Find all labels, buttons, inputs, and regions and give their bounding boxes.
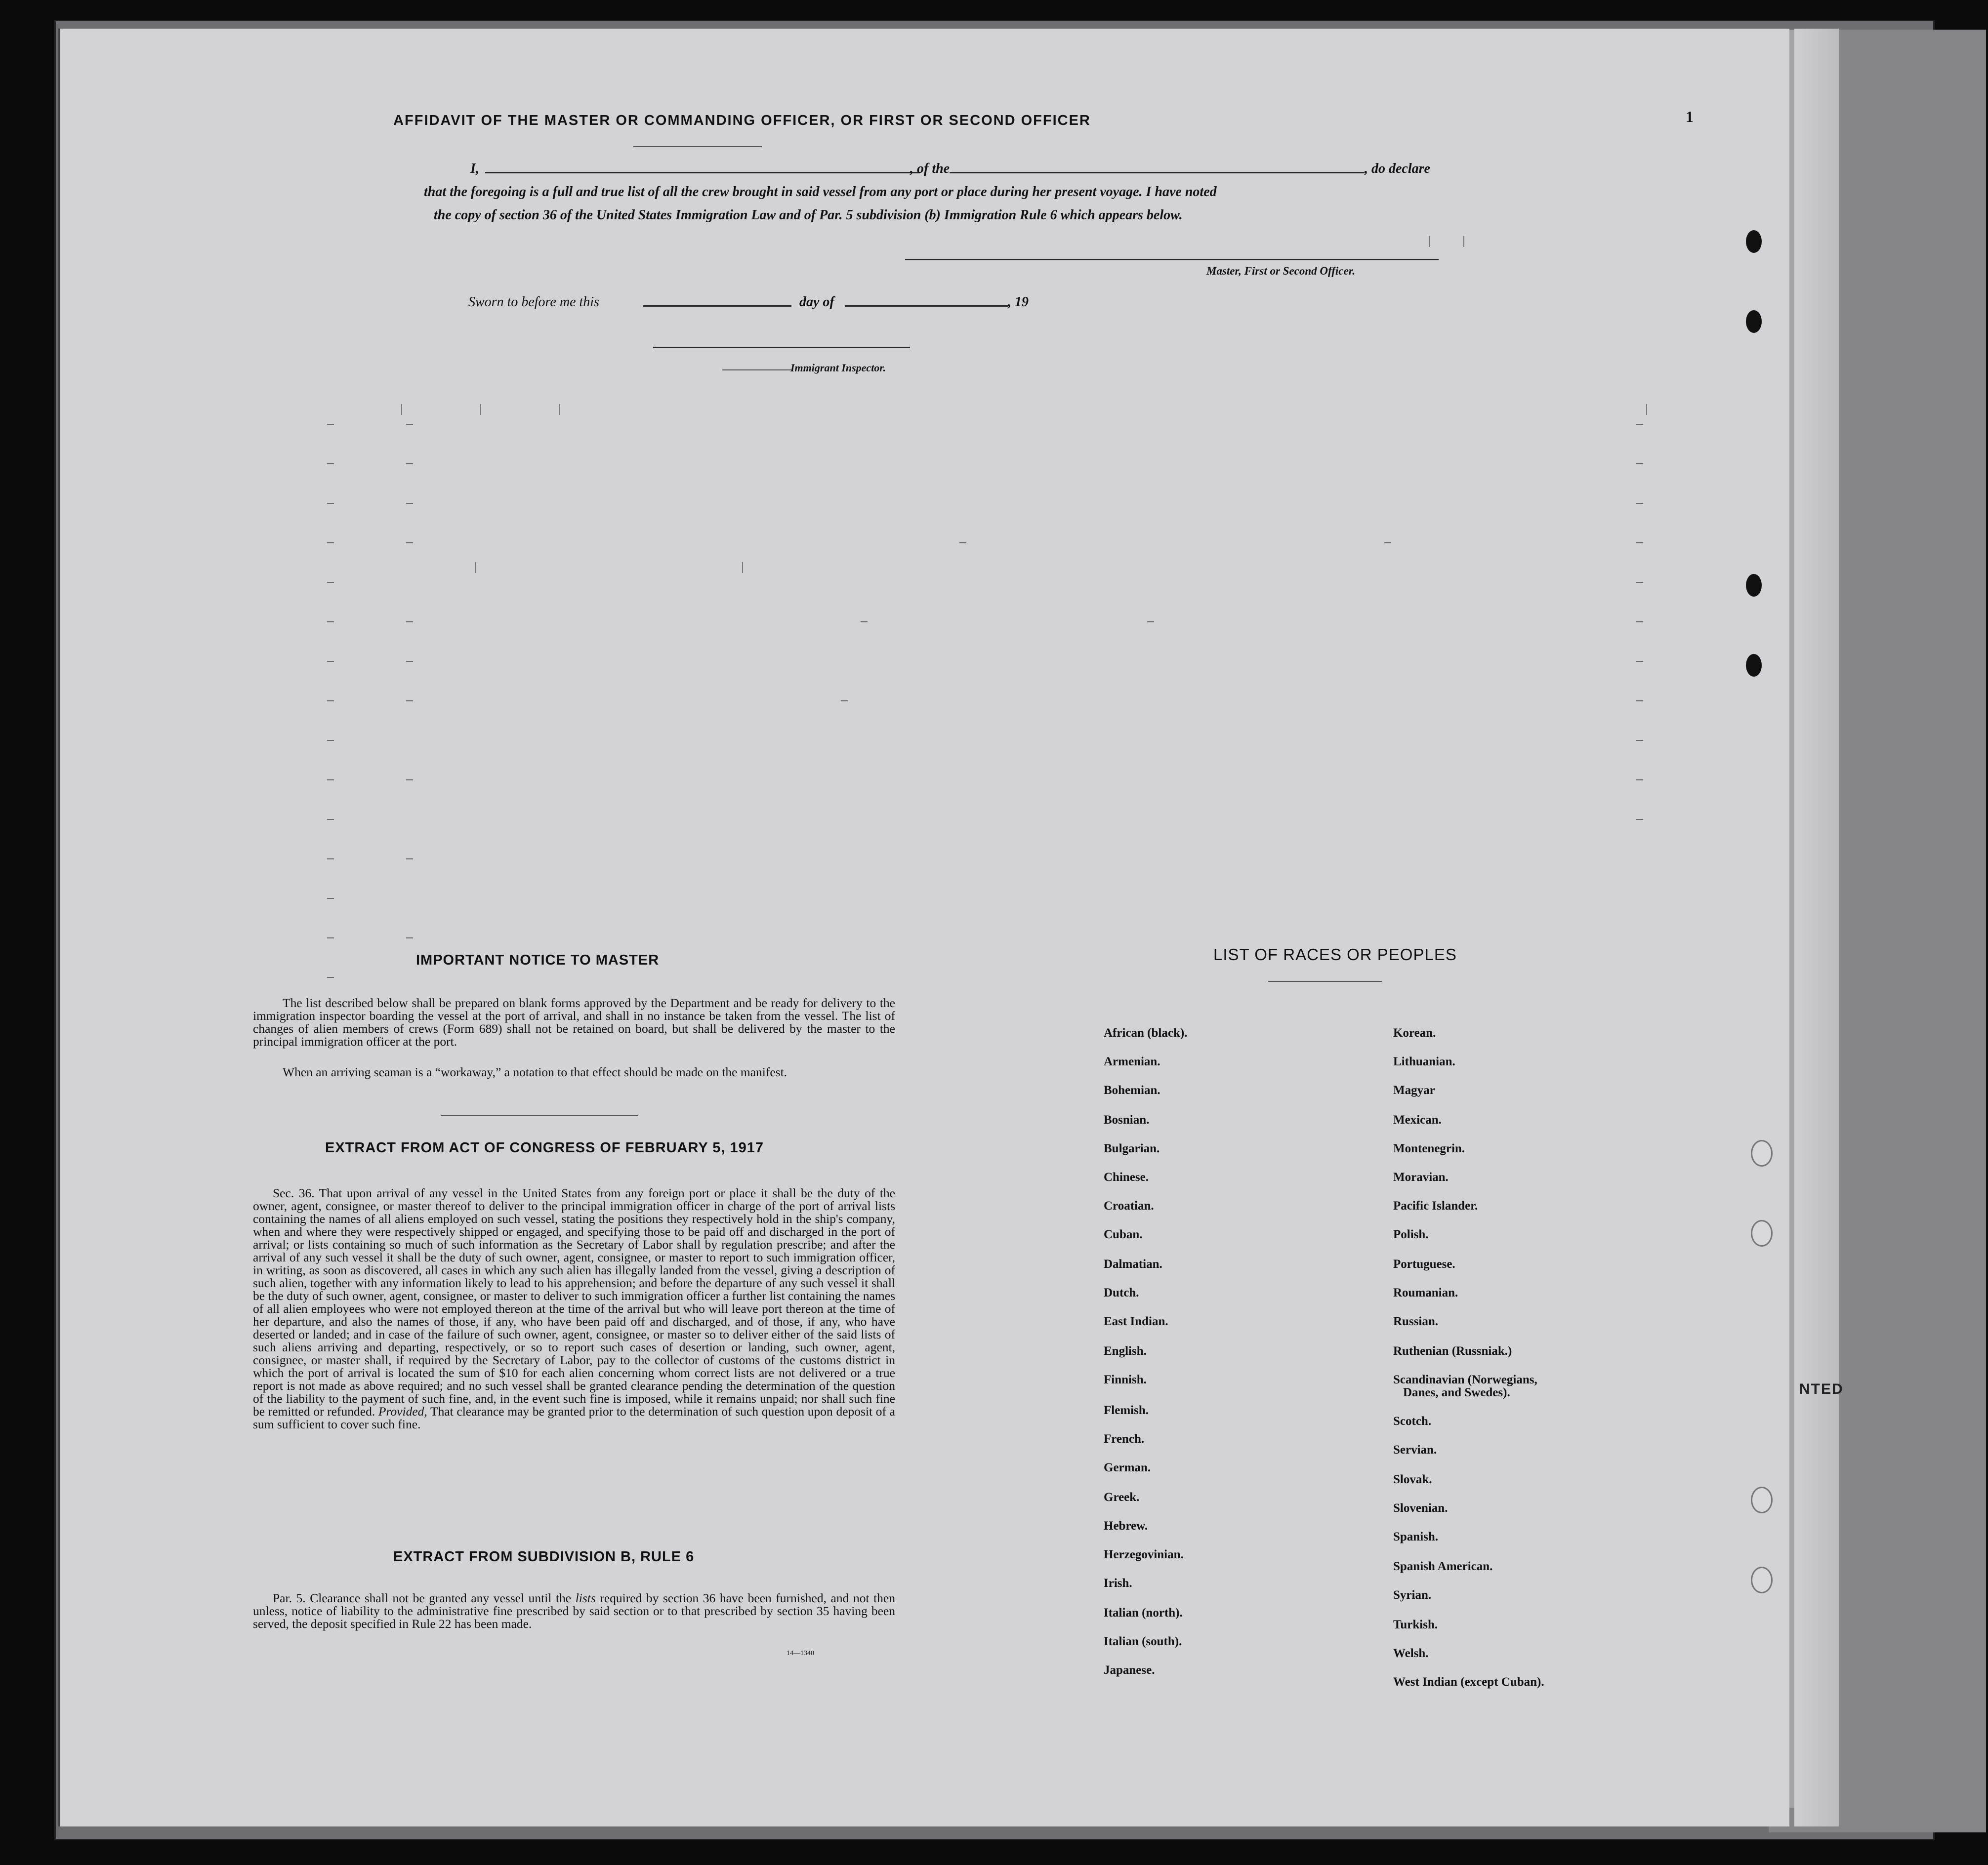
race-item: Polish. <box>1393 1228 1429 1241</box>
affidavit-title: AFFIDAVIT OF THE MASTER OR COMMANDING OFFICER, OR FIRST OR SECOND OFFICER <box>393 113 1091 128</box>
sworn-year: , 19 <box>1008 294 1029 310</box>
race-item: Japanese. <box>1104 1663 1155 1677</box>
rule-text-a: Clearance shall not be granted any vessel until the <box>310 1591 572 1605</box>
declaration-line-2: that the foregoing is a full and true list of all the crew brought in said vessel from any port or place during her present voyage. I have noted <box>424 184 1217 200</box>
notice-paragraph-2: When an arriving seaman is a “workaway,” a notation to that effect should be made on the manifest. <box>283 1065 787 1079</box>
race-item: Bosnian. <box>1104 1113 1150 1127</box>
race-item: Slovak. <box>1393 1473 1432 1486</box>
act-proviso-label: Provided, <box>378 1404 427 1419</box>
race-item: Russian. <box>1393 1315 1439 1328</box>
race-item: Turkish. <box>1393 1618 1438 1631</box>
act-section-label: Sec. 36. <box>273 1186 315 1200</box>
manifest-page <box>58 29 1789 1826</box>
punch-hole-reinforced <box>1751 1140 1773 1167</box>
race-item: German. <box>1104 1461 1151 1474</box>
race-item: Spanish American. <box>1393 1560 1493 1573</box>
act-section-text: That upon arrival of any vessel in the United States from any foreign port or place it shall be the duty of the owner, agent, consignee, or master thereof to deliver to the principal immigration officer in charge of the port of arrival lists containing the names of all aliens employed on such vessel, stating the positions they respectively hold in the ship's company, when and where they were respectively shipped or engaged, and specifying those to be paid off and discharged in the port of arrival; or lists containing so much of such information as the Secretary of Labor shall by regulation prescribe; and after the arrival of any such vessel it shall be the duty of such owner, agent, consignee, or master to report to such immigration officer, in writing, as soon as discovered, all cases in which any such alien has illegally landed from the vessel, giving a description of such alien, together with any information likely to lead to his apprehension; and before the departure of any such vessel it shall be the duty of such owner, agent, consignee, or master to deliver to such immigration officer a further list containing the names of all alien employees who were not employed thereon at the time of the arrival but who will leave port thereon at the time of her departure, and also the names of those, if any, who have been paid off and discharged, and of those, if any, who have deserted or landed; and in case of the failure of such owner, agent, consignee, or master so to deliver either of the said lists of such aliens arriving and departing, respectively, or so to report such cases of desertion or landing, such owner, agent, consignee, or master shall, if required by the Secretary of Labor, pay to the collector of customs of the customs district in which the port of arrival is located the sum of $10 for each alien concerning whom correct lists are not delivered or a true report is not made as above required; and no such vessel shall be granted clearance pending the determination of the question of the liability to the payment of such fine, and, in the event such fine is imposed, while it remains unpaid; nor shall such fine be remitted or refunded. <box>253 1186 895 1419</box>
race-item: Spanish. <box>1393 1530 1439 1543</box>
page-edge-shade <box>1794 29 1839 1826</box>
notice-heading: IMPORTANT NOTICE TO MASTER <box>416 952 660 968</box>
race-item: Greek. <box>1104 1491 1140 1504</box>
punch-hole-reinforced <box>1751 1567 1773 1593</box>
act-extract-heading: EXTRACT FROM ACT OF CONGRESS OF FEBRUARY 5, 1917 <box>325 1140 764 1156</box>
declaration-declare: , do declare <box>1365 161 1430 176</box>
race-item: Magyar <box>1393 1084 1435 1097</box>
races-heading: LIST OF RACES OR PEOPLES <box>1213 945 1457 964</box>
punch-hole <box>1746 574 1762 597</box>
race-item: Scandinavian (Norwegians, <box>1393 1373 1537 1386</box>
inspector-prefix-line <box>722 369 791 370</box>
declaration-line-1 <box>470 161 479 177</box>
race-item: African (black). <box>1104 1026 1188 1040</box>
race-item: Cuban. <box>1104 1228 1143 1241</box>
race-item: Dutch. <box>1104 1286 1139 1299</box>
act-extract-body <box>253 1187 895 1431</box>
declaration-of-the: , of the <box>910 161 950 176</box>
race-item: Mexican. <box>1393 1113 1442 1127</box>
sworn-prefix: Sworn to before me this <box>468 294 599 310</box>
declaration-line-3: the copy of section 36 of the United States Immigration Law and of Par. 5 subdivision (b) Immigration Rule 6 which appears below. <box>434 207 1183 223</box>
rule-par-label: Par. 5. <box>273 1591 306 1605</box>
act-proviso-text: That clearance may be granted prior to the determination of such question upon deposit of a sum sufficient to cover such fine. <box>253 1404 895 1431</box>
race-item: Ruthenian (Russniak.) <box>1393 1344 1512 1358</box>
margin-stamp: NTED <box>1799 1381 1844 1397</box>
punch-hole <box>1746 654 1762 677</box>
race-item: Slovenian. <box>1393 1501 1448 1515</box>
sworn-month-line <box>845 305 1008 307</box>
declaration-prefix: I, <box>470 161 479 176</box>
inspector-label: Immigrant Inspector. <box>790 362 886 374</box>
notice-divider <box>441 1115 638 1116</box>
race-item: Armenian. <box>1104 1055 1160 1068</box>
race-item: Croatian. <box>1104 1199 1154 1213</box>
rule-lists-word: lists <box>575 1591 596 1605</box>
page-number: 1 <box>1686 108 1694 125</box>
race-item: Dalmatian. <box>1104 1257 1162 1271</box>
race-item: Bulgarian. <box>1104 1142 1160 1155</box>
race-item: Danes, and Swedes). <box>1403 1386 1510 1399</box>
race-item: Pacific Islander. <box>1393 1199 1478 1213</box>
race-item: East Indian. <box>1104 1315 1168 1328</box>
race-item: Korean. <box>1393 1026 1436 1040</box>
sworn-day-of: day of <box>799 294 834 310</box>
declarant-name-line <box>485 172 920 173</box>
race-item: Syrian. <box>1393 1588 1432 1602</box>
form-number: 14—1340 <box>787 1650 814 1657</box>
punch-hole-reinforced <box>1751 1220 1773 1247</box>
race-item: Bohemian. <box>1104 1084 1160 1097</box>
race-item: Irish. <box>1104 1577 1132 1590</box>
vessel-name-line <box>950 172 1365 173</box>
race-item: English. <box>1104 1344 1147 1358</box>
race-item: Herzegovinian. <box>1104 1548 1184 1561</box>
punch-hole-reinforced <box>1751 1487 1773 1513</box>
race-item: Montenegrin. <box>1393 1142 1465 1155</box>
race-item: Finnish. <box>1104 1373 1147 1386</box>
race-item: West Indian (except Cuban). <box>1393 1675 1544 1689</box>
inspector-signature-line <box>653 347 910 348</box>
race-item: Moravian. <box>1393 1171 1449 1184</box>
races-divider <box>1268 981 1382 982</box>
race-item: Hebrew. <box>1104 1519 1148 1533</box>
punch-hole <box>1746 310 1762 333</box>
punch-hole <box>1746 230 1762 253</box>
master-signature-line <box>905 259 1439 260</box>
title-divider <box>633 146 762 147</box>
race-item: Welsh. <box>1393 1647 1429 1660</box>
rule-extract-heading: EXTRACT FROM SUBDIVISION B, RULE 6 <box>393 1549 695 1565</box>
race-item: Chinese. <box>1104 1171 1149 1184</box>
race-item: Portuguese. <box>1393 1257 1455 1271</box>
rule-text-b: required by section 36 have been furnished, and not then unless, notice of liability to the administrative fine prescribed by said section or to that prescribed by section 35 having been served, the deposit specified in Rule 22 has been made. <box>253 1591 896 1631</box>
rule-extract-body <box>253 1592 895 1630</box>
race-item: Flemish. <box>1104 1404 1149 1417</box>
race-item: Italian (south). <box>1104 1635 1182 1648</box>
race-item: Lithuanian. <box>1393 1055 1455 1068</box>
master-signature-label: Master, First or Second Officer. <box>1206 265 1356 277</box>
race-item: Roumanian. <box>1393 1286 1458 1299</box>
race-item: Italian (north). <box>1104 1606 1183 1620</box>
race-item: Servian. <box>1393 1443 1437 1457</box>
sworn-day-line <box>643 305 791 307</box>
race-item: French. <box>1104 1432 1145 1446</box>
notice-paragraph-1: The list described below shall be prepared on blank forms approved by the Department and be ready for delivery to the immigration inspector boarding the vessel at the port of arrival, and shall in no instance be taken from the vessel. The list of changes of alien members of crews (Form 689) shall not be retained on board, but shall be delivered by the master to the principal immigration officer at the port. <box>253 996 895 1049</box>
race-item: Scotch. <box>1393 1415 1432 1428</box>
